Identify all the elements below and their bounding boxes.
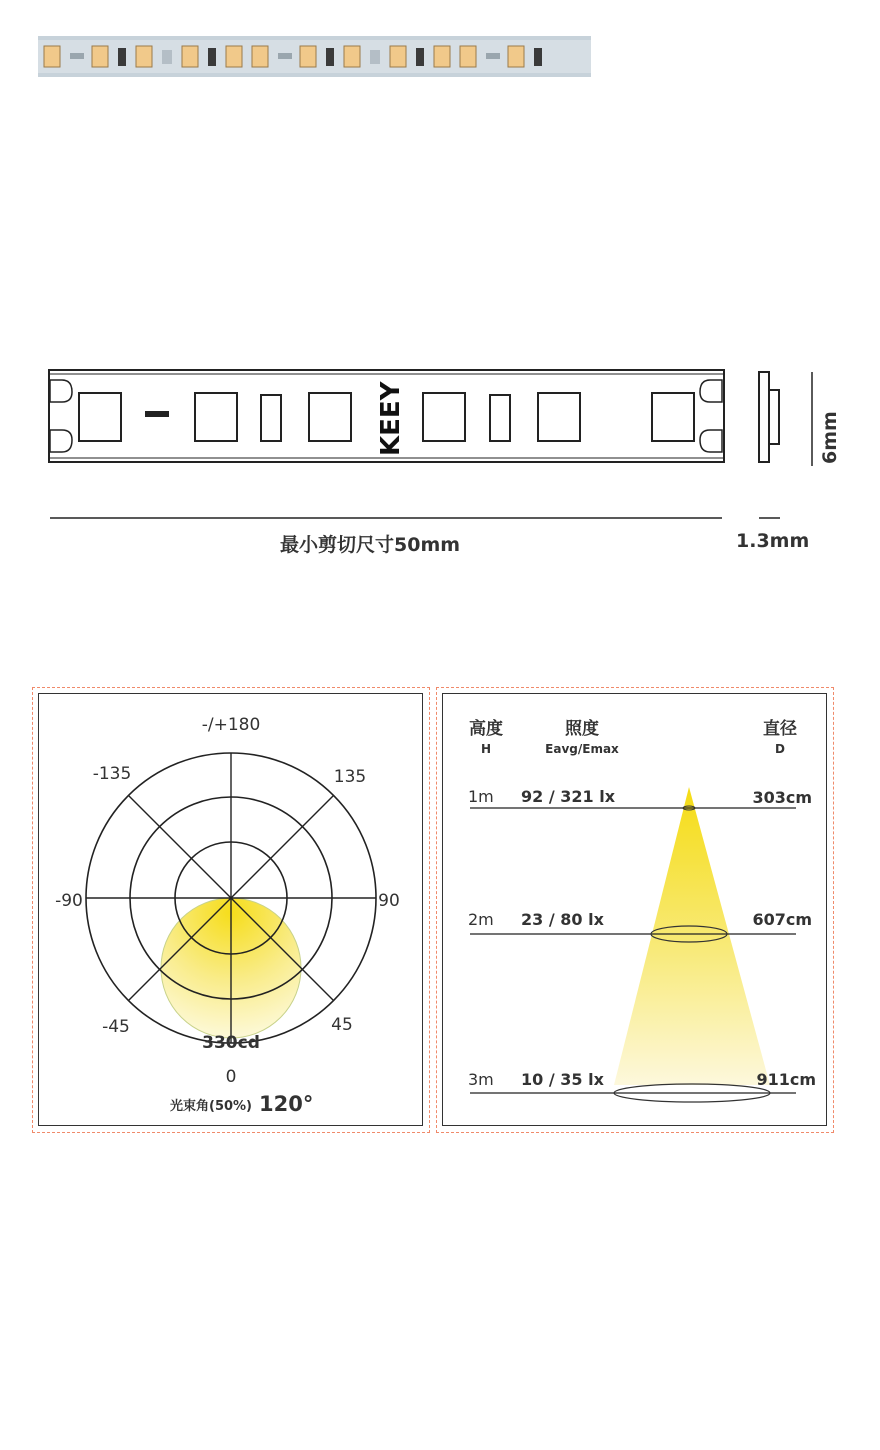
led-chip-photo xyxy=(136,46,152,67)
solder-pad-right-top xyxy=(700,380,722,402)
solder-pad-left-bottom xyxy=(50,430,72,452)
led-chip-photo xyxy=(92,46,108,67)
width-label: 6mm xyxy=(819,411,841,464)
angle-label-top-right: 135 xyxy=(333,767,367,787)
strip-profile xyxy=(759,372,769,462)
led-chip-photo xyxy=(434,46,450,67)
led-chip-photo xyxy=(252,46,268,67)
component-photo xyxy=(534,48,542,66)
led-chip-photo xyxy=(226,46,242,67)
row-height: 2m xyxy=(468,910,494,929)
beam-angle-value: 120° xyxy=(259,1092,314,1116)
solder-pad-right-bottom xyxy=(700,430,722,452)
row-illuminance: 23 / 80 lx xyxy=(521,910,604,929)
brand-label: KEEY xyxy=(376,381,406,456)
angle-label-top: -/+180 xyxy=(201,715,261,735)
component-photo xyxy=(70,53,84,59)
led-chip xyxy=(538,393,580,441)
led-chip-photo xyxy=(182,46,198,67)
angle-label-bottom-left: -45 xyxy=(102,1017,130,1037)
led-strip-photo-graphic xyxy=(38,36,591,77)
component-photo xyxy=(118,48,126,66)
angle-label-right: 90 xyxy=(378,891,400,911)
component-photo xyxy=(416,48,424,66)
row-diameter: 607cm xyxy=(752,910,812,929)
angle-label-top-left: -135 xyxy=(92,764,132,784)
row-illuminance: 92 / 321 lx xyxy=(521,787,616,806)
led-chip xyxy=(79,393,121,441)
row-height: 3m xyxy=(468,1070,494,1089)
header-diameter: 直径 xyxy=(763,719,797,739)
resistor-mark xyxy=(145,411,169,417)
component-photo xyxy=(208,48,216,66)
intensity-label: 330cd xyxy=(202,1033,260,1053)
illuminance-chart xyxy=(436,687,832,1131)
row-illuminance: 10 / 35 lx xyxy=(521,1070,604,1089)
led-chip xyxy=(652,393,694,441)
width-label-graphic xyxy=(812,402,842,466)
led-chip xyxy=(423,393,465,441)
header-illuminance: 照度 xyxy=(565,719,599,739)
led-chip-photo xyxy=(508,46,524,67)
cut-length-label: 最小剪切尺寸50mm xyxy=(280,534,461,556)
component-photo xyxy=(278,53,292,59)
light-cone xyxy=(614,787,770,1085)
led-strip-photo xyxy=(38,36,591,77)
led-chip xyxy=(309,393,351,441)
angle-label-bottom: 0 xyxy=(225,1067,237,1087)
resistor xyxy=(261,395,281,441)
resistor xyxy=(490,395,510,441)
header-illuminance-sub: Eavg/Emax xyxy=(545,742,619,756)
solder-pad-left-top xyxy=(50,380,72,402)
header-diameter-sub: D xyxy=(775,742,785,756)
component-photo xyxy=(162,50,172,64)
led-chip xyxy=(195,393,237,441)
header-height: 高度 xyxy=(469,719,503,739)
angle-label-bottom-right: 45 xyxy=(331,1015,353,1035)
component-photo xyxy=(326,48,334,66)
row-height: 1m xyxy=(468,787,494,806)
component-photo xyxy=(370,50,380,64)
led-chip-photo xyxy=(44,46,60,67)
led-chip-photo xyxy=(300,46,316,67)
angle-label-left: -90 xyxy=(55,891,83,911)
row-diameter: 303cm xyxy=(752,788,812,807)
header-height-sub: H xyxy=(480,742,492,756)
row-diameter: 911cm xyxy=(756,1070,816,1089)
strip-profile-led xyxy=(769,390,779,444)
thickness-label: 1.3mm xyxy=(736,530,810,552)
led-chip-photo xyxy=(460,46,476,67)
beam-angle-label: 光束角(50%) xyxy=(170,1099,252,1114)
led-chip-photo xyxy=(390,46,406,67)
polar-chart xyxy=(32,687,428,1131)
led-chip-photo xyxy=(344,46,360,67)
component-photo xyxy=(486,53,500,59)
